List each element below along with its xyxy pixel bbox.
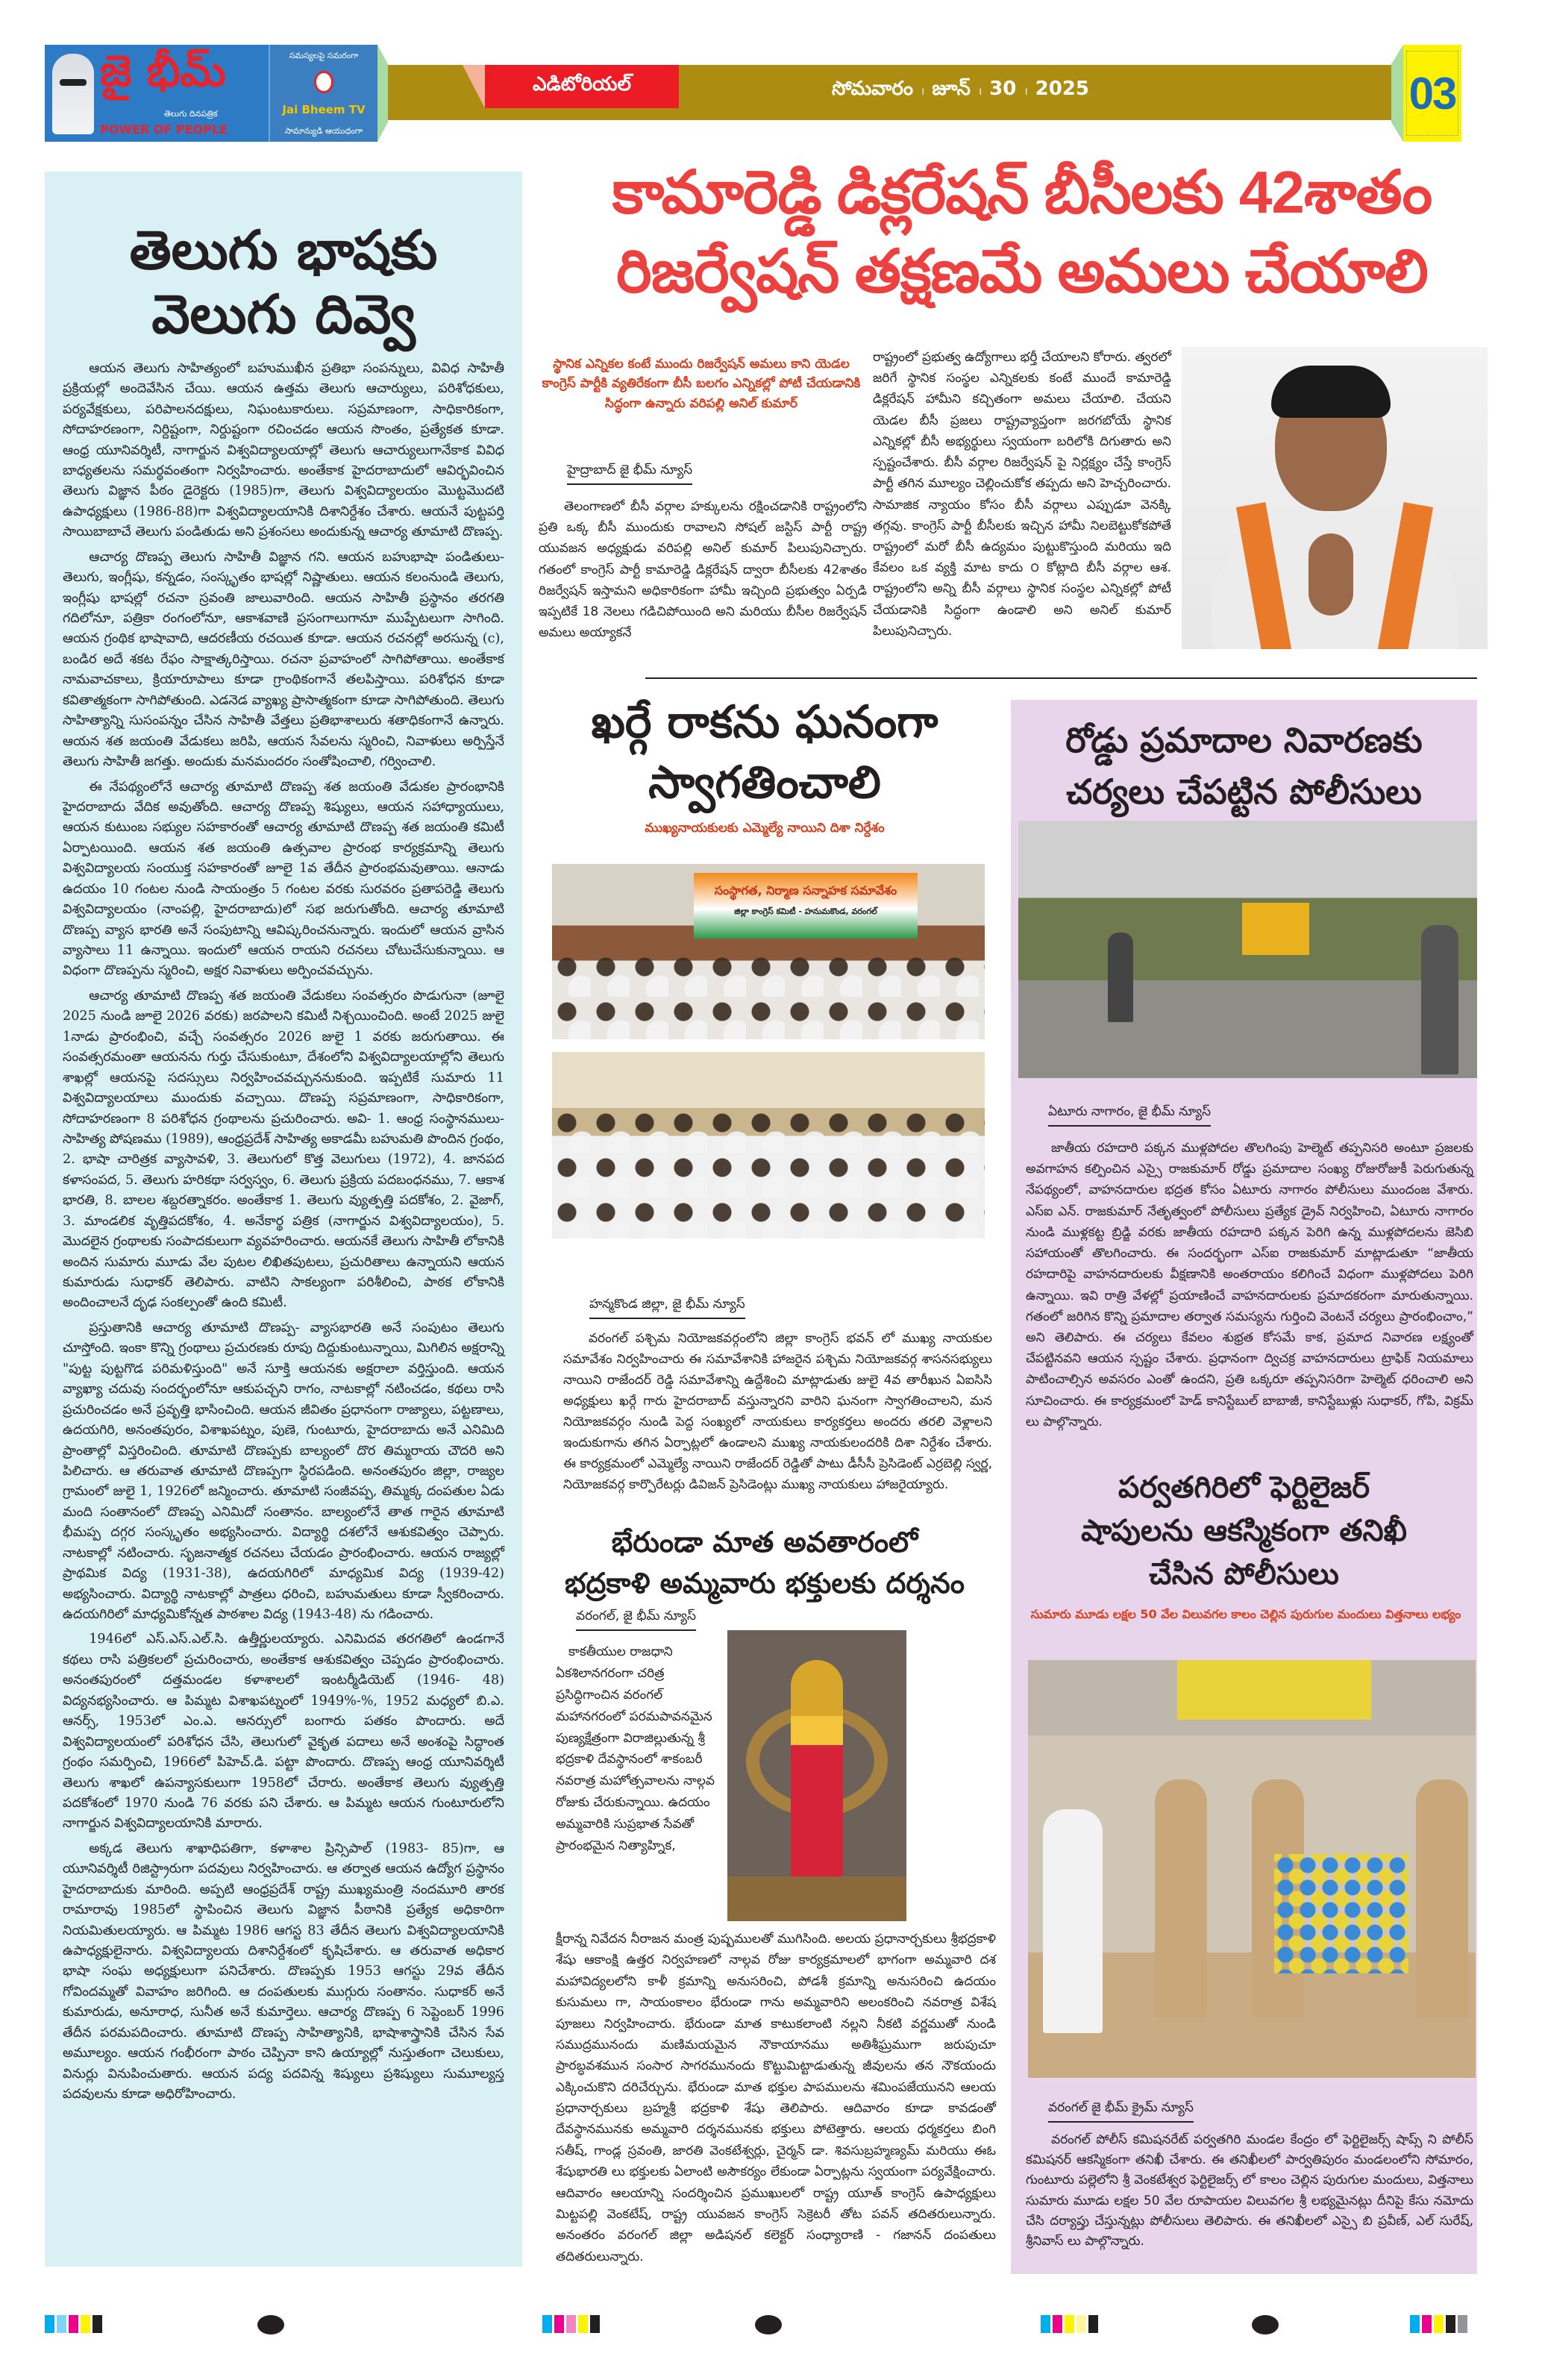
tv-channel-name: Jai Bheem TV [282,102,366,116]
kharge-headline-line2: స్వాగతించాలి [648,757,881,809]
fertilizer-headline [1011,1466,1477,1596]
page-number-box [1403,45,1461,142]
road-safety-headline-line2: చర్యలు చేపట్టిన పోలీసులు [1066,771,1422,812]
editorial-paragraph: 1946లో ఎస్.ఎస్.ఎల్.సి. ఉత్తీర్ణులయ్యారు. ఎనిమిదవ తరగతిలో ఉండగానే కథలు రాసి పత్రికలలో ప్రచురించారు, అంతేకాక ఆశుకవిత్వం చెప్పడం ప్రారంభించారు. అనంతపురంలో దత్తమండల కళాశాలలో ఇంటర్మీడియెట్ (1946- 48) విద్యనభ్యసించారు. ఆ పిమ్మట విశాఖపట్నంలో 1949%-%, 1952 మధ్యలో బి.ఎ. ఆనర్స్, 1953లో ఎం.ఎ. ఆనర్సులో బంగారు పతకం పొందారు. అదే విశ్వవిద్యాలయంలో పరిశోధన చేసి, తెలుగులో వైకృత పదాలు అనే అంశంపై సిద్ధాంత గ్రంథం సమర్పించి, 1966లో పిహెచ్.డి. పట్టా పొందారు. దొణప్ప ఆంధ్ర యూనివర్శిటీ తెలుగు శాఖలో ఉపన్యాసకులుగా 1958లో చేరారు. అంతేకాక తెలుగు వ్యుత్పత్తి పదకోశంలో 1970 నుండి 76 వరకు పని చేశారు. ఆ పిమ్మట ఆయన గుంటూరులోని నాగార్జున విశ్వవిద్యాలయానికి మారారు. [63,1632,504,1832]
kharge-dateline: హన్మకొండ జిల్లా, జై భీమ్ న్యూస్ [589,1297,745,1319]
kharge-headline-line1: ఖర్గే రాకను ఘనంగా [591,696,938,748]
road-safety-dateline: ఏటూరు నాగారం, జై భీమ్ న్యూస్ [1048,1104,1211,1127]
masthead-title: జై భీమ్ [100,46,226,96]
fertilizer-shop-photo [1028,1660,1476,2078]
registration-oval [257,2315,284,2334]
editorial-paragraph: అక్కడ తెలుగు శాఖాధిపతిగా, కళాశాల ప్రిన్సిపాల్ (1983- 85)గా, ఆ యూనివర్శిటీ రిజిస్ట్రారుగా పదవులు నిర్వహించారు. ఆ తర్వాత ఆయన ఉద్యోగ ప్రస్థానం హైదరాబాదుకు మారింది. అప్పటి ఆంధ్రప్రదేశ్ రాష్ట్ర ముఖ్యమంత్రి నందమూరి తారక రామారావు 1985లో స్థాపించిన తెలుగు విజ్ఞాన పీఠానికి ప్రత్యేక అధికారిగా నియమితులయ్యారు. ఆ పిమ్మట 1986 ఆగస్ట 83 తేదీన తెలుగు విశ్వవిద్యాలయానికి ఉపాధ్యక్షులైనారు. విశ్వవిద్యాలయ దిశానిర్దేశంలో కృషిచేశారు. ఆ తరువాత అధికార భాషా సంఘ అధ్యక్షులుగా పనిచేశారు. దొణప్పకు 1953 ఆగస్టు 29వ తేదీన గోవిందమ్మతో వివాహం జరిగింది. ఆ దంపతులకు ముగ్గురు సంతానం. సుధాకర్ అనే కుమారుడు, అనూరాధ, సునీత అనే కుమార్తెలు. ఆచార్య దొణప్ప 6 సెప్టెంబర్ 1996 తేదీన పరమపదించారు. తూమాటి దొణప్ప సాహిత్యానికి, భాషాశాస్త్రానికి చేసిన సేవ అమూల్యం. ఆయన గంభీరంగా పాఠం చెప్పినా కాని ఉయ్యాల్లో నుస్తుతంగా చెలుకులు, వినుర్లు వినుపించుతారు. ఆయన పద్య పదవిన్న శిష్యులు ప్రశిష్యులు సుమూల్యస్త పదవులను కూడా అధిరోహించారు. [63,1841,504,2102]
color-registration-strip [1041,2315,1098,2333]
date-separator: । [1024,86,1028,98]
anil-kumar-photo [1182,347,1488,649]
kharge-body-paragraph: వరంగల్ పశ్చిమ నియోజకవర్గంలోని జిల్లా కాంగ్రెస్ భవన్ లో ముఖ్య నాయకుల సమావేశం నిర్వహించారు ఈ సమావేశానికి హాజరైన పశ్చిమ నియోజకవర్గ శాసనసభ్యులు నాయిని రాజేందర్ రెడ్డి సమావేశాన్ని ఉద్దేశించి మాట్లాడుతు జులై 4వ తారీఖున ఏఐసిసి అధ్యక్షులు ఖర్గే గారు హైదరాబాద్ వస్తున్నారని వారిని ఘనంగా స్వాగతించాలని, మన నియోజకవర్గం నుండి పెద్ద సంఖ్యలో నాయకులు కార్యకర్తలు అందరు తరలి వెళ్లాలని ఇందుకుగాను తగిన ఏర్పాట్లలో ఉండాలని ముఖ్య నాయకులందరికి దిశా నిర్దేశం చేశారు. ఈ కార్యక్రమంలో ఎమ్మెల్యే నాయిని రాజేందర్ రెడ్డితో పాటు డీసీసీ ప్రెసిడెంట్ ఎర్రబెల్లి స్వర్ణ, నియోజకవర్గ కార్పొరేటర్లు డివిజన్ ప్రెసిడెంట్లు ముఖ్య నాయకులు హాజరైయ్యారు. [563,1331,992,1493]
road-safety-body [1026,1138,1473,1432]
tv-logo-icon [314,71,333,93]
lead-headline-line1: కామారెడ్డి డిక్లరేషన్ బీసీలకు 42శాతం [612,159,1432,225]
lead-body-col1 [539,496,867,644]
meeting-banner [694,873,918,939]
color-registration-strip [45,2315,102,2333]
editorial-paragraph: ప్రస్తుతానికి ఆచార్య తూమాటి దొణప్ప- వ్యాసభారతి అనే సంపుటం తెలుగు చూస్తోంది. ఇంకా కొన్ని గ్రంథాలు ప్రచురణకు రూపు దిద్దుకుంటున్నాయి, మిగిలిన అక్షరాన్ని "పుట్ట పుట్టగొడ పరిమళిస్తుంది" అనే సూక్తి ఆయనకు అక్షరాలా వర్తిస్తుంది. ఆయన వ్యాఖ్యా చదువు సందర్భంలోనూ ఆకుపచ్చని రాగం, నాటకాల్లో నటించడం, కథలు రాసి ప్రచురించడం అనే ప్రవృత్తి భాసించింది. ఆయన జీవితం ప్రధానంగా రాజ్యాలు, పట్టణాలు, ఉదయగిరి, అనంతపురం, విశాఖపట్నం, పుణె, గుంటూరు, హైదరాబాదు అనే ఎనిమిది ప్రాంతాల్లో విస్తరించింది. తూమాటి దొణప్పకు బాల్యంలో దొర తిమ్మరాయ చౌదరి అని పిలిచారు. ఆ తరువాత తూమాటి దొణప్పగా స్థిరపడింది. అనంతపురం జిల్లా, రాజ్యల గ్రామంలో జులై 1, 1926లో జన్మించారు. తూమాటి సంజీవప్ప, తిమ్మక్క దంపతుల ఏడు మంది సంతానంలో దొణప్ప ఎనిమిదో సంతానం. బాల్యంలోనే తాత గారైన తూమాటి భీమప్ప దగ్గర సంస్కృతం అభ్యసించారు. విద్యార్థి దశలోనే ఆశుకవిత్వం చెప్పారు. నాటకాల్లో నటించారు. సృజనాత్మక రచనలు చేయడం ప్రారంభించారు. ఆయన రాజ్యల్లో ప్రాథమిక విద్య (1931-38), ఉదయగిరిలో మాధ్యమిక విద్య (1939-42) అభ్యసించారు. విద్యార్థి నాటకాల్లో పాత్రలు ధరించి, బహుమతులు కూడా స్వీకరించారు. ఉదయగిరిలో మాధ్యమికోన్నత పాఠశాల విద్య (1943-48) ను గడించారు. [63,1320,504,1623]
page-number: 03 [1408,68,1456,119]
masthead-side-bevel [377,45,388,142]
jcb-clearing-photo [1018,821,1477,1078]
bhadrakali-body-narrow [556,1641,716,1857]
registration-oval [1252,2315,1279,2334]
masthead-tagline: తెలుగు దినపత్రిక [164,109,218,119]
lead-dateline: హైద్రాబాద్ జై భీమ్ న్యూస్ [567,463,692,485]
bhadrakali-body-wide: క్షీరాన్న నివేదన నీరాజన మంత్ర పుష్పములతో ముగిసింది. అలయ ప్రధానార్చకులు శ్రీభద్రకాళి శేషు ఆకాంక్షి ఉత్తర నిర్వహణలో నాల్గవ రోజు కార్యక్రమాలలో భాగంగా అమ్మవారి దశ మహావిద్యలలోని కాళీ క్రమాన్ని అనుసరించి, పోడశీ క్రమాన్ని అనుసరించి ఉదయం కుసుమలు గా, సాయంకాలం భేరుండా గాను అమ్మవారిని అలంకరించి నవరాత్ర విశేష పూజలు నిర్వహించారు. భేరుండా మాత కాటుకలాంటి నల్లని నీకటి వర్ణముతో నుండి సముద్రమునందు మణిమయమైన నౌకాయానము అతిశీఘ్రముగా జరుపుచూ ప్రారబ్ధవశమున సంసార సాగరమునందు కొట్టుమిట్టాడుతున్న జీవులను తన నౌకయందు ఎక్కించుకొని దరిచేర్చును. భేరుండా మాత భక్తుల పాపములను శమింపజేయునని ఆలయ ప్రధానార్చకులు బ్రహ్మశ్రీ భద్రకాళి శేషు తెలిపారు. ఆదివారం కూడా కావడంతో దేవస్థానమునకు అమ్మవారి దర్శనమునకు భక్తులు పోటెత్తారు. ఆలయ ధర్మకర్తలు బింగి సతీష్, గాండ్ల స్రవంతి, జారతి వెంకటేశ్వర్లు, చైర్మన్ డా. శివసుబ్రహ్మణ్యమ్ మరియు ఈఓ శేషుభారతి లు భక్తులకు ఏలాంటి అసౌకర్యం లేకుండా ఏర్పాట్లను స్వయంగా పర్యవేక్షించారు. ఆదివారం ఆలయాన్ని సందర్శించిన ప్రముఖులలో రాష్ట్ర యూత్ కాంగ్రెస్ ఉపాధ్యక్షులు మిట్టపల్లి వెంకటేష్, రాష్ట్ర యువజన కాంగ్రెస్ సెక్రెటరీ తోట పవన్ తదితరులున్నారు. అనంతరం వరంగల్ జిల్లా అడిషనల్ కలెక్టర్ సంధ్యారాణి - గజానన్ దంపతులు తదితరులున్నారు. [556,1932,996,2264]
editorial-headline-line2: వెలుగు దివ్వె [151,283,416,346]
tv-tagline-bottom: సామాన్యుడి ఆయుధంగా [284,125,363,136]
issue-year: 2025 [1035,78,1090,100]
congress-meeting-photo [552,864,985,1039]
fertilizer-headline-line2: షాపులను ఆకస్మికంగా తనిఖీ [1081,1514,1407,1548]
date-separator: । [977,86,982,98]
kharge-headline [537,692,992,813]
editorial-column [45,172,522,2267]
issue-date-number: 30 [989,78,1017,100]
road-safety-body-paragraph: జాతీయ రహదారి పక్కన ముళ్లపోదల తొలగింపు హెల్మెట్ తప్పనిసరి అంటూ ప్రజలకు అవగాహన కల్పించిన ఎస్సై రాజకుమార్ రోడ్డు ప్రమాదాల సంఖ్య రోజురోజుకీ పెరుగుతున్న నేపథ్యంలో, వాహనదారుల భద్రత కోసం ఏటూరు నాగారం పోలీసులు ముందంజ వేశారు. ఎస్ఐ ఎన్. రాజకుమార్ నేతృత్వంలో పోలీసులు ప్రత్యేక డ్రైవ్ నిర్వహించి, ఏటూరు నాగారం నుండి ముళ్లకట్ట బ్రిడ్జి వరకు జాతీయ రహదారి పక్కన పెరిగి ఉన్న ముళ్లపోదలను జెసిబి సహాయంతో తొలగించారు. ఈ సందర్భంగా ఎస్ఐ రాజకుమార్ మాట్లాడుతూ “జాతీయ రహదారిపై వాహనదారులకు వీక్షణానికి అంతరాయం కలిగించే విధంగా ముళ్లపోదలు పెరిగి ఉన్నాయి. ఇవి రాత్రి వేళల్లో ప్రయాణించే వాహనదారులకు ప్రమాదకరంగా మారుతున్నాయి. గతంలో జరిగిన కొన్ని ప్రమాదాల తర్వాత సమస్యను గుర్తించి వెంటనే చర్యలు ప్రారంభించాం,” అని తెలిపారు. ఈ చర్యలు కేవలం శుభ్రత కోసమే కాక, ప్రమాద నివారణ లక్ష్యంతో చేపట్టినవని ఆయన స్పష్టం చేశారు. ప్రధానంగా ద్విచక్ర వాహనదారులు ట్రాఫిక్ నియమాలు పాటించాల్సిన అవసరం ఎంతో ఉందని, ప్రతి ఒక్కరూ తప్పనిసరిగా హెల్మెట్ ధరించాలి అని సూచించారు. ఈ కార్యక్రమంలో హెడ్ కానిస్టేబుల్ బాబాజీ, కానిస్టేబుళ్లు సుధాకర్, గోపి, విక్రమ్ లు పాల్గొన్నారు. [1026,1141,1473,1429]
issue-month: జూన్ [932,78,971,100]
section-divider [645,677,1477,679]
editorial-paragraph: ఆచార్య దొణప్ప తెలుగు సాహితీ విజ్ఞాన గని. ఆయన బహుభాషా పండితులు- తెలుగు, ఇంగ్లీషు, కన్నడం, సంస్కృతం భాషల్లో నిష్ణాతులు. ఆయన కలంనుండి తెలుగు, ఇంగ్లీషు భాషల్లో రచనా స్రవంతి జాలువారింది. ఆయన సాహితీ ప్రస్థానం తరగతి గదిలోనూ, పత్రికా రంగంలోనూ, ఆకాశవాణి ప్రసంగాలుగానూ ముప్పేటలుగా సాగింది. ఆయన గ్రంథిక భాషావాది, ఆదరణీయ రచయిత కూడా. ఆయన రచనల్లో అరసున్న (c), బండిర అదే శకట రేఫం సాక్షాత్కరిస్తాయి. రచనా ప్రవాహంలో సాగిపోతాయి. అంతేకాక నామవాచకాలు, క్రియారూపాలు కూడా గ్రాంథికంగానే తలపిస్తాయి. పరిశోధన కూడా కవితాత్మకంగా సాగిపోతుంది. ఎడనెడ వ్యాఖ్య ప్రాసాత్మకంగా కూడా సాగిపోతుంది. తెలుగు సాహిత్యాన్ని సుసంపన్నం చేసిన సాహితీ వేత్తలు ప్రతిభాశాలురు శతాధికంగానే ఉన్నారు. ఆయన శత జయంతి వేడుకలు జరిపి, ఆయన సేవలను స్మరించి, నివాళులు అర్పిస్తేనే తెలుగు సాహితీ జగత్తు. అందుకు మనమందరం సంతోషించాలి, గర్వించాలి. [63,549,504,770]
editorial-paragraph: ఆచార్య తూమాటి దొణప్ప శత జయంతి వేడుకలు సంవత్సరం పొడుగునా (జూలై 2025 నుండి జూలై 2026 వరకు) జరపాలని కమిటీ నిశ్చయించింది. అంటే 2025 జులై 1నాడు ప్రారంభించి, వచ్చే సంవత్సరం 2026 జులై 1 వరకు జరుగుతాయి. ఈ సంవత్సరమంతా ఆయనను గుర్తు చేసుకుంటూ, దేశంలోని విశ్వవిద్యాలయాల్లోని తెలుగు శాఖల్లో ఆయనపై సదస్సులు నిర్వహించవచ్చుననుకుంది. ఇప్పటికే సుమారు 11 విశ్వవిద్యాలయాలు ముందుకు వచ్చాయి. దొణప్ప సప్రమాణంగా, సాధికారికంగా, సోదాహరణంగా 8 పరిశోధన గ్రంథాలను ప్రచురించారు. అవి- 1. ఆంధ్ర సంస్థానములు-సాహిత్య పోషణము (1989), ఆంధ్రప్రదేశ్ సాహిత్య అకాడమీ బహుమతి పొందిన గ్రంథం, 2. భాషా చారిత్రక వ్యాసావళి, 3. తెలుగులో కొత్త వెలుగులు (1972), 4. జానపద కళాసంపద, 5. తెలుగు హరికథా సర్వస్వం, 6. తెలుగు ప్రక్రియ పదబంధనము, 7. ఆకాశ భారతి, 8. బాలల శబ్దరత్నాకరం. అంతేకాక 1. తెలుగు వ్యుత్పత్తి పదకోశం, 2. వైజాగ్, 3. మాండలిక వృత్తిపదకోశం, 4. అనేకార్థ పత్రిక (నాగార్జున విశ్వవిద్యాలయం), 5. మొదలైన గ్రంథాలకు సంపాదకులుగా వ్యవహరించారు. ఆయనకే తెలుగు సాహితీ లోకానికి అందిన సుమారు మూడు వేల పుటల లిఖితపుటలు, ప్రచురితాలు ఉన్నాయని ఆయన కుమారుడు సుధాకర్ తెలిపారు. వాటిని సాకల్యంగా పరిశీలించి, పాఠక లోకానికి అందించాలనే దృఢ సంకల్పంతో ఉంది కమిటీ. [63,988,504,1311]
color-registration-strip [542,2315,600,2333]
masthead-power-of-people: POWER OF PEOPLE [100,122,228,137]
bhadrakali-headline-line2: భద్రకాళి అమ్మవారు భక్తులకు దర్శనం [565,1567,965,1600]
page-number-bevel [1391,45,1403,142]
lead-body-col2: రాష్ట్రంలో ప్రభుత్వ ఉద్యోగాలు భర్తీ చేయాలని కోరారు. త్వరలో జరిగే స్థానిక సంస్థల ఎన్నికలకు కంటే ముందే కామారెడ్డి డిక్లరేషన్ హామీని కచ్చితంగా అమలు చేయాలి. చేయని యెడల బీసీ ప్రజలు రాష్ట్రవ్యాప్తంగా జరగబోయే స్థానిక ఎన్నికల్లో బీసీ అభ్యర్థులు స్వయంగా బరిలోకి దిగుతారు అని స్పష్టంచేశారు. బీసీ వర్గాల రిజర్వేషన్ పై నిర్లక్ష్యం చేస్తే కాంగ్రెస్ పార్టీ తగిన మూల్యం చెల్లించుకోక తప్పదు అని హెచ్చరించారు. సామాజిక న్యాయం కోసం బీసీ వర్గాలు ఎప్పుడూ వెనక్కి తగ్గవు. కాంగ్రెస్ పార్టీ బీసీలకు ఇచ్చిన హామీ నిలబెట్టుకోకపోతే రాష్ట్రంలో మరో బీసీ ఉద్యమం పుట్టుకొస్తుంది మరియు ఇది కేవలం ఒక వ్యక్తి మాట కాదు ౦ కోట్లాది బీసీ వర్గాల ఆశ. రాష్ట్రంలోని అన్ని బీసీ వర్గాలు స్థానిక సంస్థల ఎన్నికల్లో పోటీ చేయడానికి సిద్ధంగా ఉండాలి అని అనిల్ కుమార్ పిలుపునిచ్చారు. [873,350,1171,639]
kharge-subhead: ముఖ్యనాయకులకు ఎమ్మెల్యే నాయిని దిశా నిర్దేశం [645,821,885,836]
congress-meeting-photo-2 [552,1052,985,1238]
fertilizer-headline-line1: పర్వతగిరిలో ఫెర్టిలైజర్ [1118,1471,1370,1505]
date-separator: । [921,86,925,98]
meeting-banner-subtitle: జిల్లా కాంగ్రెస్ కమిటీ - హనుమకొండ, వరంగల్ [734,906,877,916]
ambedkar-portrait [52,54,94,134]
editorial-paragraph: ఈ నేపథ్యంలోనే ఆచార్య తూమాటి దొణప్ప శత జయంతి వేడుకల ప్రారంభానికి హైదరాబాదు వేదిక అవుతోంది. ఆచార్య దొణప్ప శిష్యులు, ఆయన సహాధ్యాయులు, ఆయన కుటుంబ సభ్యుల సహకారంతో ఆచార్య తూమాటి దొణప్ప శత జయంతి కమిటీ ఏర్పాటయింది. ఆయన శత జయంతి ఉత్సవాల ప్రారంభ కార్యక్రమాన్ని తెలుగు విశ్వవిద్యాలయ సంయుక్త సహకారంతో జూలై 1వ తేదీన ప్రారంభమవుతాయి. ఆనాడు ఉదయం 10 గంటల నుండి సాయంత్రం 5 గంటల వరకు సురవరం ప్రతాపరెడ్డి తెలుగు విశ్వవిద్యాలయం (నాంపల్లి, హైదరాబాదు)లో సభ జరుగుతోంది. ఆచార్య తూమాటి దొణప్ప వ్యాస భారతి అనే సంపుటాన్ని ఆవిష్కరించనున్నారు. ఇందులో ఆయన వ్రాసిన వ్యాసాలు 11 ఉన్నాయి. ఇందులో ఆయన రాయని రచనలు చోటుచేసుకున్నాయి. ఆ విధంగా దొణప్పను స్మరించి, అక్షర నివాళులు అర్పించవచ్చును. [63,779,504,979]
editorial-body [63,359,504,2105]
bhadrakali-idol-photo [727,1630,906,1921]
fertilizer-headline-line3: చేసిన పోలీసులు [1149,1557,1339,1591]
lead-body-paragraph: తెలంగాణలో బీసీ వర్గాల హక్కులను రక్షించడానికి రాష్ట్రంలోని ప్రతి ఒక్క బీసీ ముందుకు రావాలని సోషల్ జస్టిస్ పార్టీ రాష్ట్ర యువజన అధ్యక్షుడు వరిపల్లి అనిల్ కుమార్ పిలుపునిచ్చారు. గతంలో కాంగ్రెస్ పార్టీ కామారెడ్డి డిక్లరేషన్ ద్వారా బీసీలకు 42శాతం రిజర్వేషన్ ఇస్తామని అధికారికంగా హామీ ఇచ్చింది ప్రభుత్వం ఏర్పడి ఇప్పటికే 18 నెలలు గడిచిపోయింది అని మరియు బీసీల రిజర్వేషన్ అమలు అయ్యాకనే [539,499,867,641]
editorial-paragraph: ఆయన తెలుగు సాహిత్యంలో బహుముఖీన ప్రతిభా సంపన్నులు, వివిధ సాహితీ ప్రక్రియల్లో అందెవేసిన చేయి. ఆయన ఉత్తమ తెలుగు ఆచార్యులు, పరిశోధకులు, పర్యవేక్షకులు, పరిపాలనదక్షులు, నిఘంటుకారులు. సప్రమాణంగా, సాధికారికంగా, సోదాహరణంగా, నిర్దిష్టంగా, నిర్దుష్టంగా రచించడం ఆయన సొంతం, ప్రత్యేకత కూడా. ఆంధ్ర యూనివర్శిటీ, నాగార్జున విశ్వవిద్యాలయాల్లో తెలుగు ఆచార్యులుగానేకాక వివిధ బాధ్యతలను సమర్థవంతంగా నిర్వహించారు. అంతేకాక హైదరాబాదులో ఆవిర్భవించిన తెలుగు విజ్ఞాన పీఠం డైరెక్టరు (1985)గా, తెలుగు విశ్వవిద్యాలయం మొట్టమొదటి ఉపాధ్యక్షులు (1986-88)గా విశ్వవిద్యాలయానికి దిశానిర్దేశం చేశారు. ఆయనే పుట్టపర్తి సాయిబాబాచే తెలుగు పండితుడు అని ప్రశంసలు అందుకున్న ఆచార్య తూమాటి దొణప్ప. [63,360,504,540]
road-safety-headline [1011,715,1477,818]
editorial-headline [63,218,504,347]
issue-day: సోమవారం [832,78,914,100]
tv-tagline-top: సమస్యలపై సమరంగా [289,51,359,60]
bhadrakali-headline [537,1522,992,1604]
masthead-title-block [45,45,269,142]
issue-date [832,78,1089,104]
fertilizer-body-paragraph: వరంగల్ పోలీస్ కమిషనరేట్ పర్వతగిరి మండల కేంద్రం లో ఫెర్టిలైజర్స్ షాప్స్ ని పోలీస్ కమిషనర్ ఆకస్మికంగా తనిఖీ చేశారు. ఈ తనిఖీలలో పార్వతిపురం మండలంలోని సోమారం, గుంటూరు పల్లెలోని శ్రీ వెంకటేశ్వర ఫెర్టిలైజర్స్ లో కాలం చెల్లిన పురుగుల మందులు, విత్తనాలు సుమారు మూడు లక్షల 50 వేల రూపాయల విలువగల శ్రీ లభ్యమైనట్లు దీనిపై కేసు నమోదు చేసి దర్యాప్తు చేస్తున్నట్లు పోలీసులు తెలిపారు. ఈ తనిఖీలలో ఎస్సై బి ప్రవీణ్, ఎల్ సురేష్, శ్రీనివాస్ లు పాల్గొన్నారు. [1026,2132,1473,2249]
section-label: ఎడిటోరియల్ [485,65,679,108]
kharge-body [563,1328,992,1495]
registration-oval [755,2315,782,2334]
lead-headline-line2: రిజర్వేషన్ తక్షణమే అమలు చేయాలి [616,237,1428,304]
color-registration-strip [1410,2315,1467,2333]
lead-headline [537,153,1507,310]
masthead-logo [45,45,377,142]
road-safety-headline-line1: రోడ్డు ప్రమాదాల నివారణకు [1065,720,1423,760]
fertilizer-dateline: వరంగల్ జై భీమ్ క్రైమ్ న్యూస్ [1048,2100,1194,2123]
meeting-banner-title: సంస్థాగత, నిర్మాణ సన్నాహక సమావేశం [714,883,897,898]
bhadrakali-body-paragraph: కాకతీయుల రాజధాని ఏకశిలానగరంగా చరిత్ర ప్రసిద్ధిగాంచిన వరంగల్ మహానగరంలో పరమపావనమైన పుణ్యక్షేత్రంగా విరాజిల్లుతున్న శ్రీ భద్రకాళి దేవస్థానంలో శాకంబరీ నవరాత్ర మహోత్సవాలను నాల్గవ రోజుకు చేరుకున్నాయి. ఉదయం అమ్మవారికి సుప్రభాత సేవతో ప్రారంభమైన నిత్యాహ్నిక, [556,1644,715,1854]
fertilizer-subhead: సుమారు మూడు లక్షల 50 వేల విలువగల కాలం చెల్లిన పురుగుల మందులు విత్తనాలు లభ్యం [1030,1607,1461,1621]
fertilizer-body [1026,2130,1473,2252]
lead-subhead: స్థానిక ఎన్నికల కంటే ముందు రిజర్వేషన్ అమలు కాని యెడల కాంగ్రెస్ పార్టీకి వ్యతిరేకంగా బీసీ బలగం ఎన్నికల్లో పోటీ చేయడానికి సిద్ధంగా ఉన్నారు వరిపల్లి అనిల్ కుమార్ [542,357,861,411]
bhadrakali-dateline: వరంగల్, జై భీమ్ న్యూస్ [576,1609,696,1631]
editorial-headline-line1: తెలుగు భాషకు [129,219,438,281]
masthead-tv-panel [269,45,377,142]
bhadrakali-headline-line1: భేరుండా మాత అవతారంలో [611,1526,918,1559]
